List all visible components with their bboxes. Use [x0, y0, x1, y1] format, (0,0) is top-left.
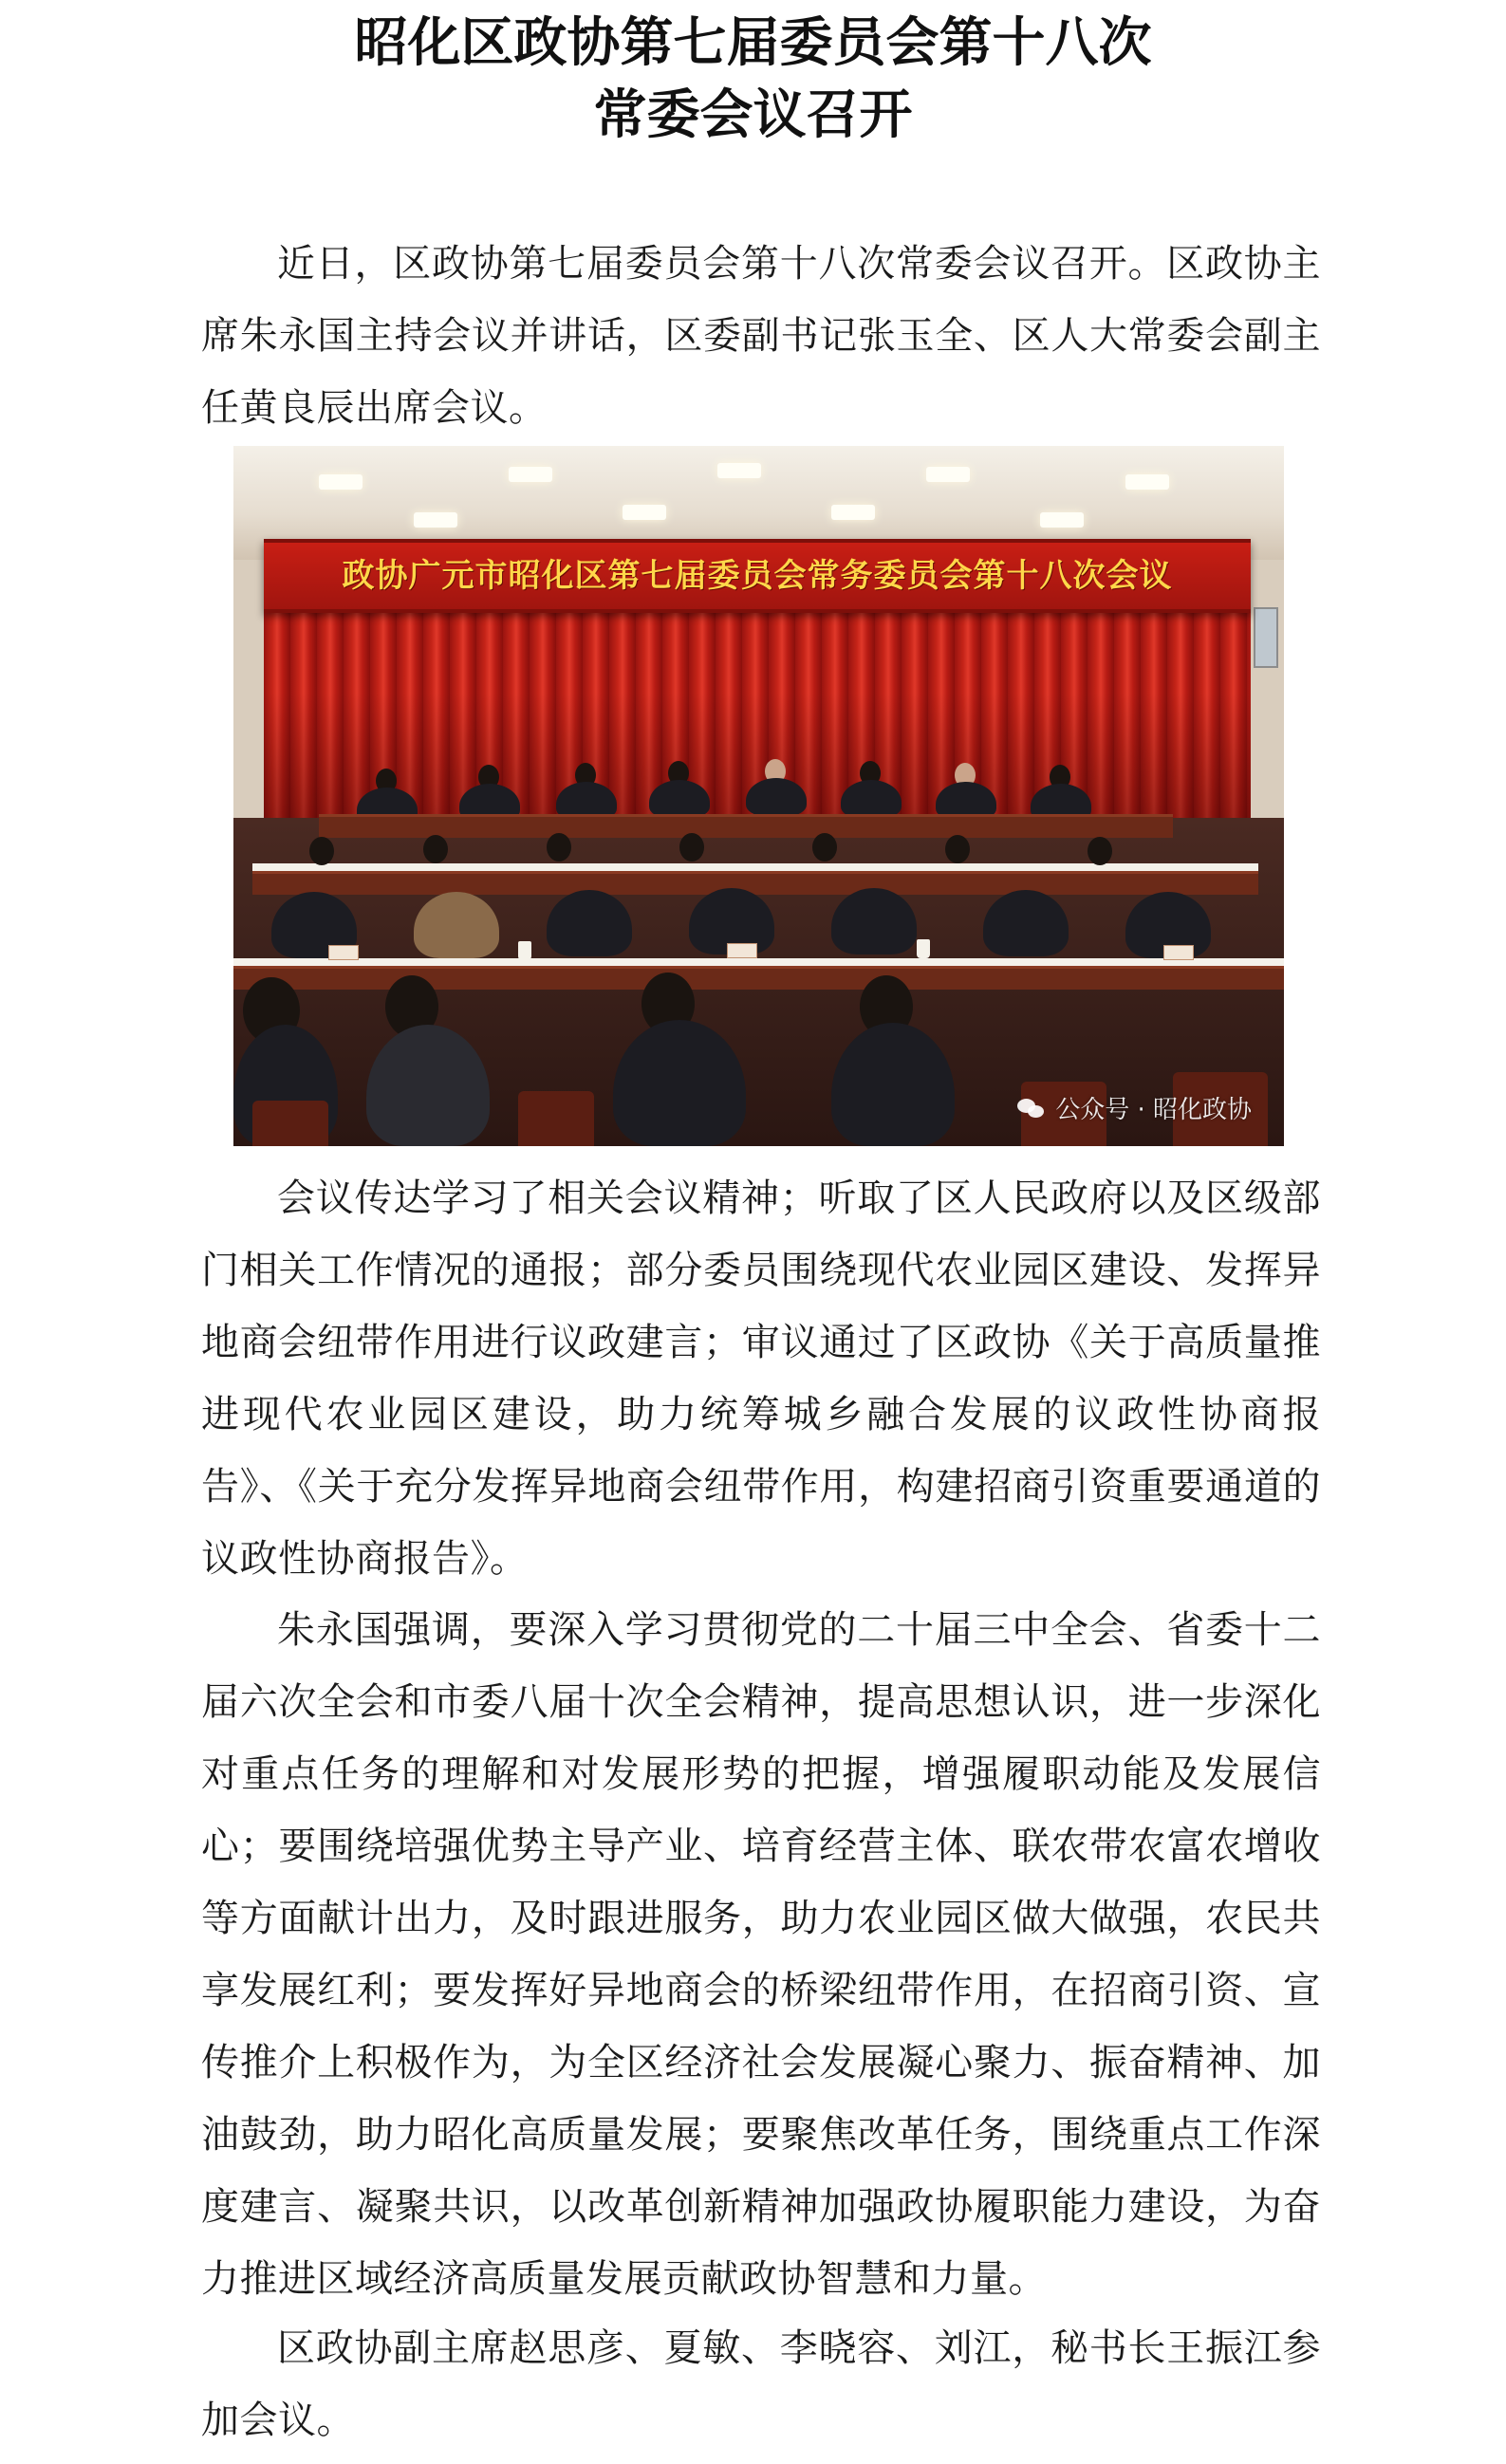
- tea-cup: [917, 939, 930, 958]
- meeting-photo: [233, 446, 1284, 1146]
- name-card: [1163, 945, 1194, 960]
- name-card: [727, 943, 757, 958]
- watermark-text: 公众号 · 昭化政协: [1055, 1096, 1252, 1124]
- ceiling-light: [414, 512, 457, 528]
- attendee: [679, 833, 704, 861]
- ceiling-light: [831, 505, 875, 520]
- attendee: [1088, 837, 1112, 865]
- name-card: [328, 945, 359, 960]
- article-title-line2: 常委会议召开: [593, 84, 913, 146]
- chair: [518, 1091, 594, 1146]
- paragraph-speech: 朱永国强调，要深入学习贯彻党的二十届三中全会、省委十二届六次全会和市委八届十次全会精神，提高思想认识，进一步深化对重点任务的理解和对发展形势的把握，增强履职动能及发展信心；要围绕培强优势主导产业、培育经营主体、联农带农富农增收等方面献计出力，及时跟进服务，助力农业园区做大做强，农民共享发展红利；要发挥好异地商会的桥梁纽带作用，在招商引资、宣传推介上积极作为，为全区经济社会发展凝心聚力、振奋精神、加油鼓劲，助力昭化高质量发展；要聚焦改革任务，围绕重点工作深度建言、凝聚共识，以改革创新精神加强政协履职能力建设，为奋力推进区域经济高质量发展贡献政协智慧和力量。: [201, 1608, 1321, 2301]
- rostrum-table: [319, 814, 1173, 838]
- conference-table: [252, 871, 1258, 895]
- ceiling-light: [319, 474, 363, 490]
- attendee: [812, 833, 837, 861]
- ceiling-light: [926, 467, 970, 482]
- paragraph-meeting-content: 会议传达学习了相关会议精神；听取了区人民政府以及区级部门相关工作情况的通报；部分委员围绕现代农业园区建设、发挥异地商会纽带作用进行议政建言；审议通过了区政协《关于高质量推进现代农业园区建设，助力统筹城乡融合发展的议政性协商报告》、《关于充分发挥异地商会纽带作用，构建招商引资重要通道的议政性协商报告》。: [201, 1176, 1321, 1581]
- attendee: [841, 780, 902, 818]
- attendee: [945, 835, 970, 863]
- wechat-icon: [1017, 1097, 1046, 1120]
- ceiling-light: [1125, 474, 1169, 490]
- ceiling-light: [1040, 512, 1084, 528]
- banner-text: 政协广元市昭化区第七届委员会常务委员会第十八次会议: [342, 557, 1173, 595]
- photo-watermark: [1017, 1090, 1252, 1125]
- tea-cup: [518, 941, 531, 960]
- photo-window: [1254, 607, 1278, 668]
- ceiling-light: [623, 505, 666, 520]
- attendee: [649, 780, 710, 818]
- chair: [252, 1101, 328, 1146]
- attendee: [309, 837, 334, 865]
- ceiling-light: [509, 467, 552, 482]
- paragraph-intro: 近日，区政协第七届委员会第十八次常委会议召开。区政协主席朱永国主持会议并讲话，区委副书记张玉全、区人大常委会副主任黄良辰出席会议。: [201, 242, 1321, 430]
- meeting-banner: [264, 539, 1251, 613]
- attendee: [547, 833, 571, 861]
- paragraph-attendees: 区政协副主席赵思彦、夏敏、李晓容、刘江，秘书长王振江参加会议。: [201, 2326, 1321, 2442]
- ceiling-light: [717, 463, 761, 478]
- attendee: [746, 778, 807, 816]
- article-title-line1: 昭化区政协第七届委员会第十八次: [354, 12, 1152, 74]
- attendee: [423, 835, 448, 863]
